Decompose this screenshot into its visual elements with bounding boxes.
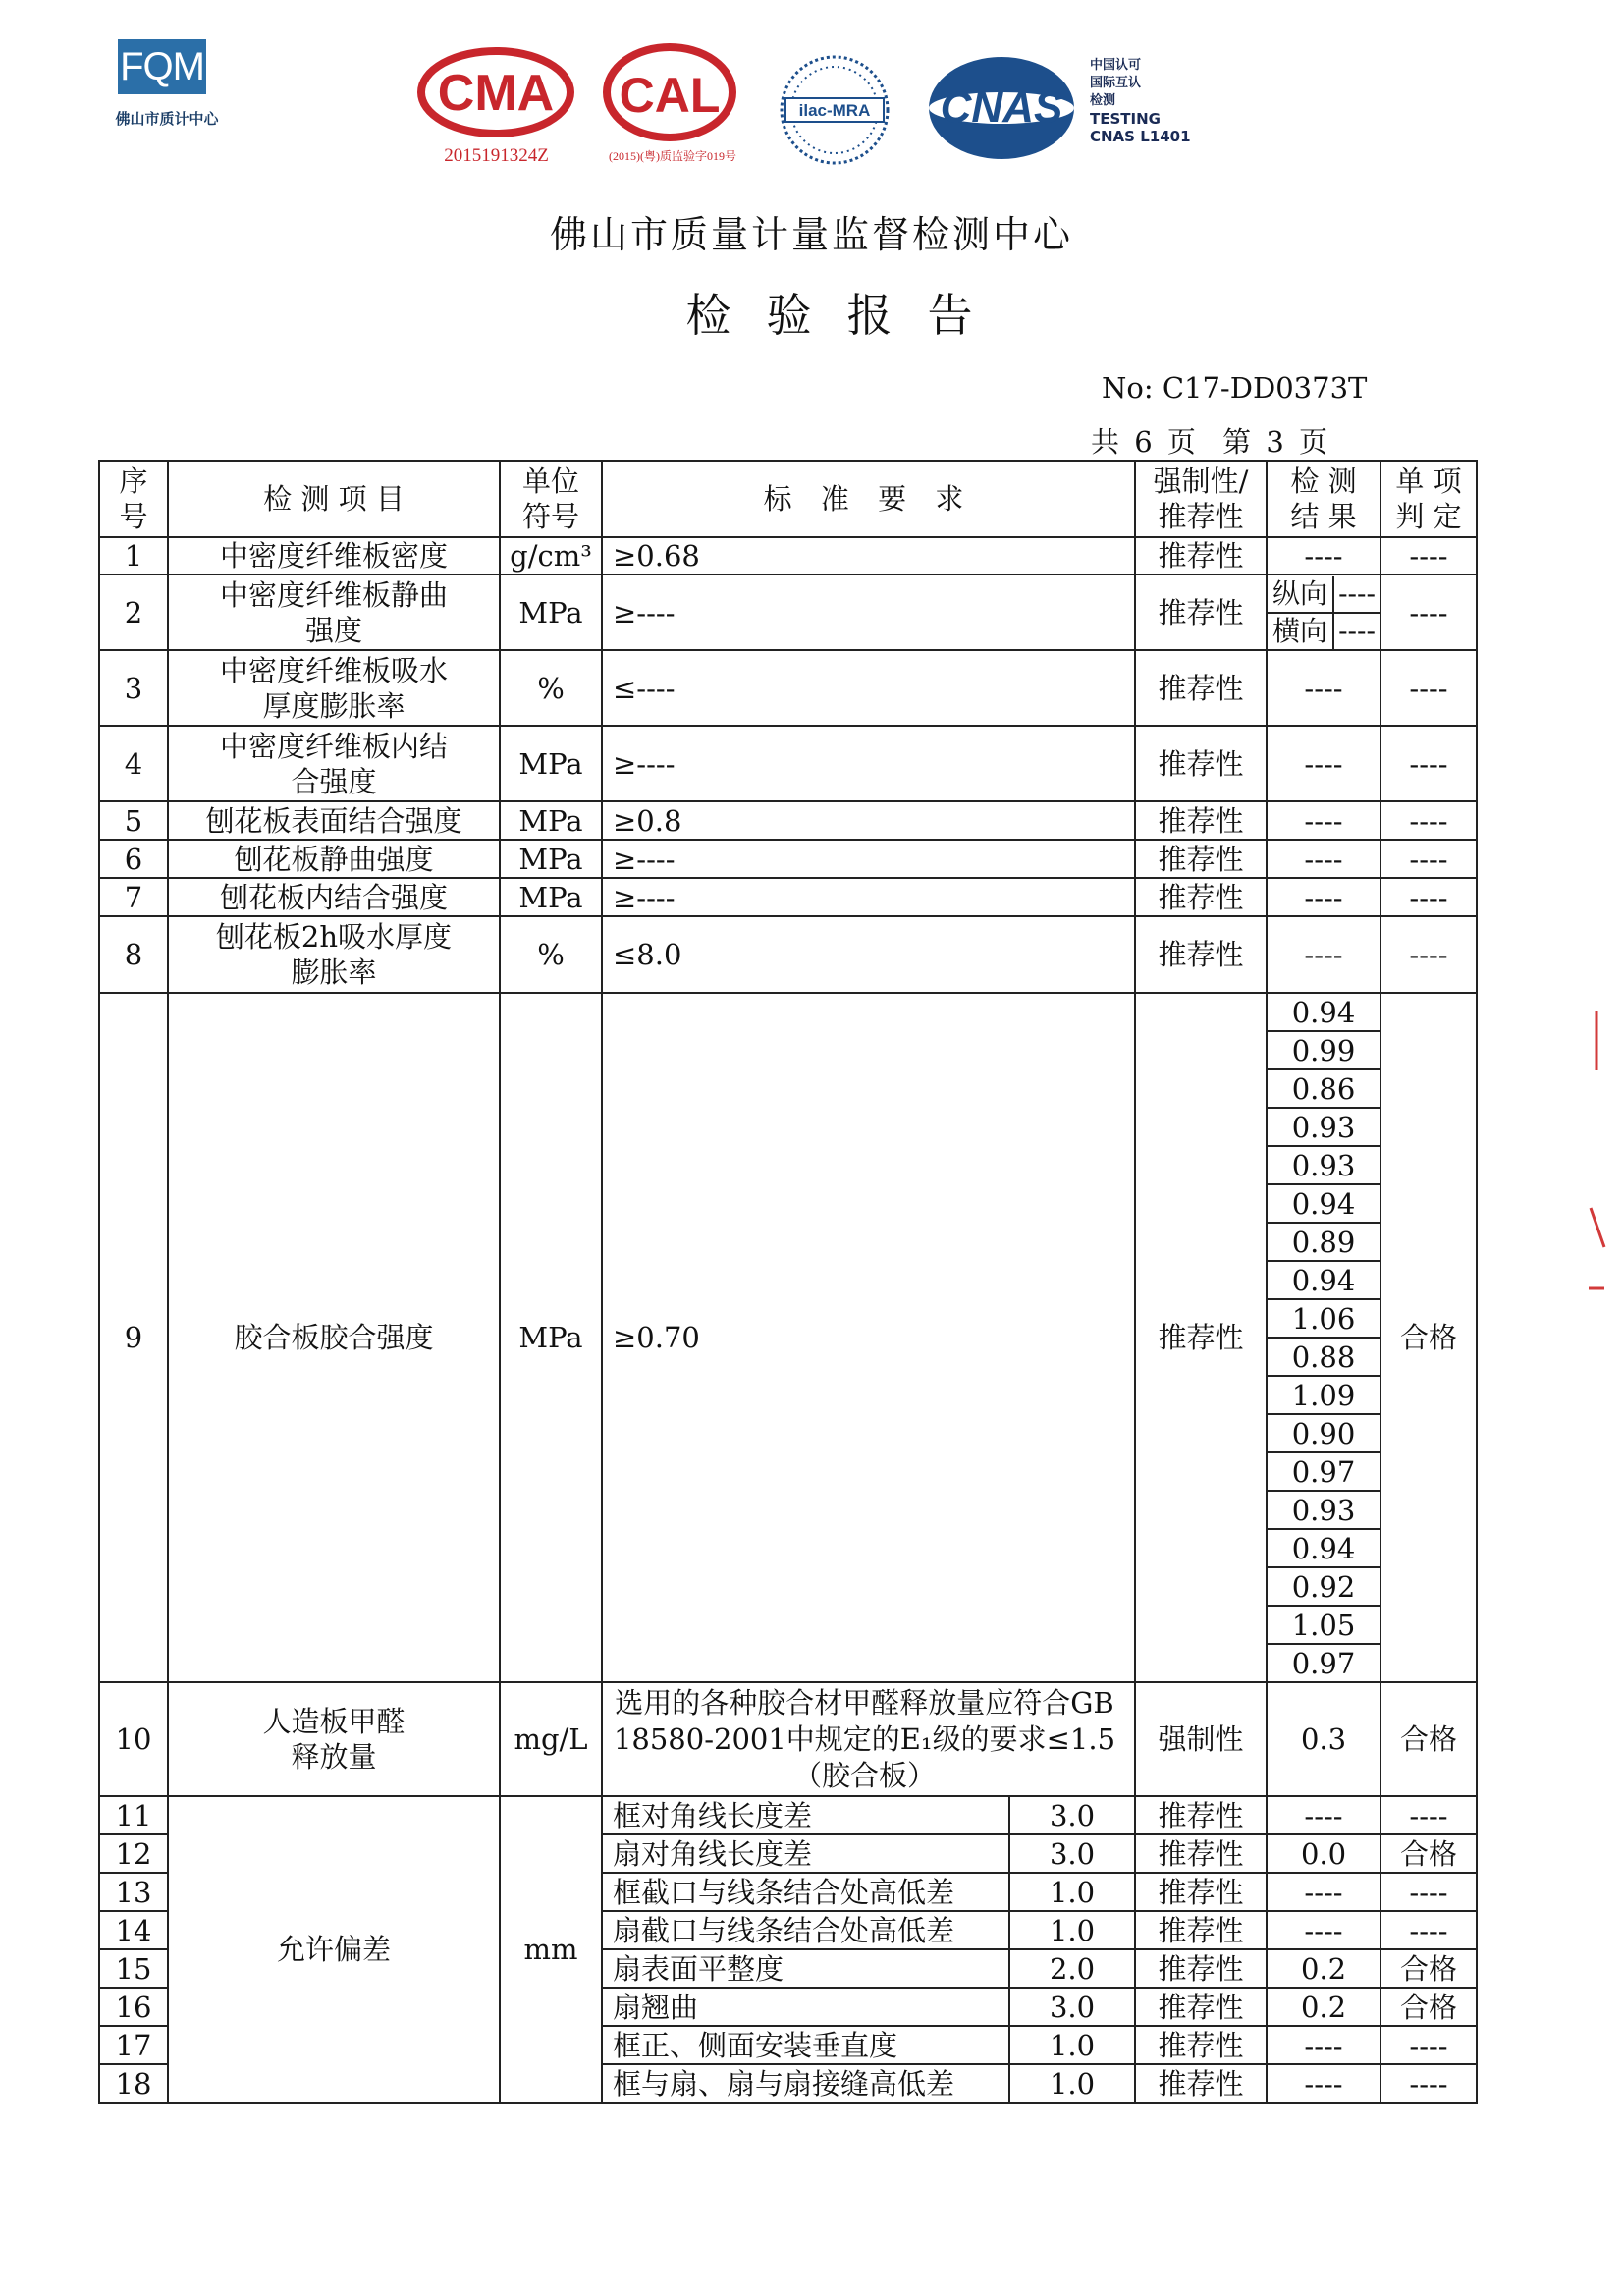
result-value: 1.06 (1268, 1299, 1380, 1338)
cell-standard-name: 框与扇、扇与扇接缝高低差 (602, 2064, 1009, 2103)
cal-number: (2015)(粤)质监验字019号 (609, 149, 736, 163)
cell-unit: mm (500, 1796, 602, 2103)
cell-seq: 17 (99, 2026, 168, 2064)
cma-logo (417, 47, 574, 141)
result-value: 0.93 (1268, 1491, 1380, 1529)
result-value: 1.05 (1268, 1606, 1380, 1644)
table-row (99, 726, 1477, 801)
cell-seq: 13 (99, 1873, 168, 1911)
report-title: 检验报告 (685, 289, 1008, 342)
cell-unit: MPa (500, 574, 602, 650)
cell-type: 推荐性 (1135, 1796, 1267, 1834)
cell-result: ---- (1267, 1796, 1380, 1834)
cell-judge: 合格 (1380, 1834, 1477, 1873)
cell-standard-name: 框对角线长度差 (602, 1796, 1009, 1834)
cell-judge: ---- (1380, 2064, 1477, 2103)
cell-item: 中密度纤维板内结合强度 (168, 726, 500, 801)
direction-label: 横向 (1268, 613, 1333, 649)
cell-result: ---- (1267, 650, 1380, 726)
table-row (99, 574, 1477, 650)
cell-standard: 选用的各种胶合材甲醛释放量应符合GB 18580-2001中规定的E₁级的要求≤1.5（胶合板） (602, 1682, 1135, 1796)
cell-item: 刨花板内结合强度 (168, 878, 500, 916)
cell-judge: ---- (1380, 878, 1477, 916)
result-value: 0.97 (1268, 1452, 1380, 1491)
header-standard: 标 准 要 求 (602, 461, 1135, 537)
cell-seq: 5 (99, 801, 168, 840)
cell-seq: 10 (99, 1682, 168, 1796)
cell-judge: ---- (1380, 537, 1477, 574)
cell-type: 推荐性 (1135, 840, 1267, 878)
cell-item: 允许偏差 (168, 1796, 500, 2103)
cell-type: 推荐性 (1135, 2026, 1267, 2064)
cell-standard-limit: 1.0 (1009, 1873, 1135, 1911)
cell-standard: ≤---- (602, 650, 1135, 726)
cell-type: 推荐性 (1135, 650, 1267, 726)
cnas-line: TESTING (1090, 110, 1161, 128)
direction-value: ---- (1338, 614, 1376, 647)
header-result: 检 测 结 果 (1267, 461, 1380, 537)
cnas-line: 中国认可 (1090, 58, 1142, 73)
cell-standard-limit: 1.0 (1009, 2064, 1135, 2103)
cell-seq: 14 (99, 1911, 168, 1949)
table-row (99, 916, 1477, 993)
cell-seq: 8 (99, 916, 168, 993)
table-row (99, 650, 1477, 726)
cell-standard-limit: 2.0 (1009, 1949, 1135, 1988)
fqm-logo: FQM (118, 39, 206, 94)
ilac-mra-logo (776, 51, 893, 169)
cell-item: 中密度纤维板静曲强度 (168, 574, 500, 650)
cell-standard-limit: 3.0 (1009, 1834, 1135, 1873)
cell-seq: 6 (99, 840, 168, 878)
cell-judge: ---- (1380, 1796, 1477, 1834)
cell-standard-limit: 1.0 (1009, 2026, 1135, 2064)
cell-judge: ---- (1380, 2026, 1477, 2064)
cma-number: 2015191324Z (444, 145, 549, 166)
cnas-mark: CNAS (940, 83, 1063, 132)
page-info (1085, 420, 1333, 461)
table-row (99, 1796, 1477, 1834)
fqm-caption: 佛山市质计中心 (115, 110, 219, 128)
cnas-line: 国际互认 (1090, 76, 1142, 90)
cell-judge: 合格 (1380, 1949, 1477, 1988)
cell-type: 推荐性 (1135, 2064, 1267, 2103)
cell-standard-name: 扇截口与线条结合处高低差 (602, 1911, 1009, 1949)
cell-result: ---- (1267, 916, 1380, 993)
cell-item: 刨花板静曲强度 (168, 840, 500, 878)
cell-result: ---- (1267, 537, 1380, 574)
table-row (99, 801, 1477, 840)
result-value: 0.89 (1268, 1223, 1380, 1261)
cell-judge: ---- (1380, 726, 1477, 801)
cnas-line: 检测 (1090, 93, 1116, 108)
cell-item: 胶合板胶合强度 (168, 993, 500, 1682)
cell-type: 强制性 (1135, 1682, 1267, 1796)
cell-standard-name: 扇表面平整度 (602, 1949, 1009, 1988)
table-row (99, 537, 1477, 574)
cell-standard: ≥0.8 (602, 801, 1135, 840)
cell-result: ---- (1267, 840, 1380, 878)
cell-standard: ≥---- (602, 840, 1135, 878)
result-value: 0.99 (1268, 1031, 1380, 1069)
cell-item: 中密度纤维板密度 (168, 537, 500, 574)
cell-judge: ---- (1380, 650, 1477, 726)
organization-title: 佛山市质量计量监督检测中心 (549, 213, 1073, 256)
cell-standard-name: 框正、侧面安装垂直度 (602, 2026, 1009, 2064)
cell-standard-limit: 3.0 (1009, 1796, 1135, 1834)
cell-type: 推荐性 (1135, 878, 1267, 916)
cell-seq: 18 (99, 2064, 168, 2103)
cnas-line: CNAS L1401 (1090, 128, 1191, 145)
direction-label: 纵向 (1268, 576, 1333, 613)
cell-result: 0.0 (1267, 1834, 1380, 1873)
cell-result: ---- (1267, 1873, 1380, 1911)
result-value: 0.94 (1268, 1529, 1380, 1567)
result-value: 0.94 (1268, 1261, 1380, 1299)
ilac-mark: ilac-MRA (798, 101, 871, 120)
cell-unit: MPa (500, 878, 602, 916)
cell-judge: 合格 (1380, 1988, 1477, 2026)
cell-standard-limit: 3.0 (1009, 1988, 1135, 2026)
cell-judge: ---- (1380, 574, 1477, 650)
cell-standard-name: 扇翘曲 (602, 1988, 1009, 2026)
cell-standard: ≥0.68 (602, 537, 1135, 574)
cell-type: 推荐性 (1135, 537, 1267, 574)
header-seq: 序号 (99, 461, 168, 537)
cell-type: 推荐性 (1135, 1911, 1267, 1949)
cell-type: 推荐性 (1135, 574, 1267, 650)
cell-type: 推荐性 (1135, 726, 1267, 801)
cell-item: 中密度纤维板吸水厚度膨胀率 (168, 650, 500, 726)
cell-unit: MPa (500, 801, 602, 840)
result-value: 0.97 (1291, 1646, 1356, 1680)
cell-type: 推荐性 (1135, 1949, 1267, 1988)
result-value: 0.94 (1268, 1184, 1380, 1223)
cell-judge: ---- (1380, 916, 1477, 993)
header-item: 检 测 项 目 (168, 461, 500, 537)
cell-unit: MPa (500, 993, 602, 1682)
header-unit: 单位符号 (500, 461, 602, 537)
cell-item: 刨花板2h吸水厚度膨胀率 (168, 916, 500, 993)
margin-annotation-mark (1583, 1011, 1612, 1306)
cell-result-list (1267, 993, 1380, 1682)
cell-result: ---- (1267, 2064, 1380, 2103)
cell-seq: 9 (99, 993, 168, 1682)
table-row (99, 878, 1477, 916)
cell-standard: ≥---- (602, 726, 1135, 801)
test-report-table (98, 460, 1478, 2104)
result-value: 1.09 (1268, 1376, 1380, 1414)
cell-standard-name: 扇对角线长度差 (602, 1834, 1009, 1873)
result-value: 0.92 (1268, 1567, 1380, 1606)
header-type: 强制性/推荐性 (1135, 461, 1267, 537)
cal-mark: CAL (619, 68, 721, 123)
result-value: 0.90 (1268, 1414, 1380, 1452)
cell-result: 0.3 (1267, 1682, 1380, 1796)
cell-result: 0.2 (1267, 1949, 1380, 1988)
result-value: 0.88 (1268, 1338, 1380, 1376)
cell-unit: % (500, 650, 602, 726)
cell-item: 人造板甲醛释放量 (168, 1682, 500, 1796)
cell-standard: ≤8.0 (602, 916, 1135, 993)
cnas-logo (923, 51, 1080, 165)
page-total: 共 6 页 (1091, 425, 1196, 459)
cell-judge: ---- (1380, 801, 1477, 840)
table-row (99, 840, 1477, 878)
table-row (99, 993, 1477, 1682)
cell-type: 推荐性 (1135, 993, 1267, 1682)
page-current: 第 3 页 (1222, 425, 1327, 459)
cell-result-split (1267, 574, 1380, 650)
cell-seq: 11 (99, 1796, 168, 1834)
table-header-row (99, 461, 1477, 537)
cell-type: 推荐性 (1135, 1988, 1267, 2026)
cell-type: 推荐性 (1135, 801, 1267, 840)
document-number: No: C17-DD0373T (1102, 371, 1368, 405)
cell-unit: % (500, 916, 602, 993)
header-judge: 单 项 判 定 (1380, 461, 1477, 537)
cell-standard: ≥---- (602, 574, 1135, 650)
cell-result: ---- (1267, 726, 1380, 801)
cell-result: ---- (1267, 2026, 1380, 2064)
cell-result: ---- (1267, 801, 1380, 840)
cell-unit: MPa (500, 840, 602, 878)
cell-seq: 15 (99, 1949, 168, 1988)
cell-unit: mg/L (500, 1682, 602, 1796)
cell-result: 0.2 (1267, 1988, 1380, 2026)
cell-standard-name: 框截口与线条结合处高低差 (602, 1873, 1009, 1911)
table-row (99, 1682, 1477, 1796)
cell-seq: 4 (99, 726, 168, 801)
cell-unit: g/cm³ (500, 537, 602, 574)
cell-result: ---- (1267, 1911, 1380, 1949)
cell-judge: ---- (1380, 1911, 1477, 1949)
result-value: 0.93 (1268, 1146, 1380, 1184)
cell-type: 推荐性 (1135, 916, 1267, 993)
cell-type: 推荐性 (1135, 1834, 1267, 1873)
cell-seq: 2 (99, 574, 168, 650)
cell-judge: 合格 (1380, 1682, 1477, 1796)
cell-item: 刨花板表面结合强度 (168, 801, 500, 840)
cell-standard: ≥---- (602, 878, 1135, 916)
cell-seq: 16 (99, 1988, 168, 2026)
cell-seq: 1 (99, 537, 168, 574)
cell-seq: 7 (99, 878, 168, 916)
result-value: 0.93 (1268, 1108, 1380, 1146)
cell-standard: ≥0.70 (602, 993, 1135, 1682)
cell-type: 推荐性 (1135, 1873, 1267, 1911)
cell-seq: 12 (99, 1834, 168, 1873)
cell-result: ---- (1267, 878, 1380, 916)
result-value: 0.94 (1268, 994, 1380, 1031)
direction-value: ---- (1333, 576, 1380, 613)
cell-judge: ---- (1380, 1873, 1477, 1911)
result-value: 0.86 (1268, 1069, 1380, 1108)
cal-logo (601, 43, 738, 145)
cell-judge: 合格 (1380, 993, 1477, 1682)
cell-seq: 3 (99, 650, 168, 726)
cell-unit: MPa (500, 726, 602, 801)
cnas-side-text (1090, 57, 1191, 145)
cma-mark: CMA (437, 65, 555, 122)
cell-standard-limit: 1.0 (1009, 1911, 1135, 1949)
cell-judge: ---- (1380, 840, 1477, 878)
